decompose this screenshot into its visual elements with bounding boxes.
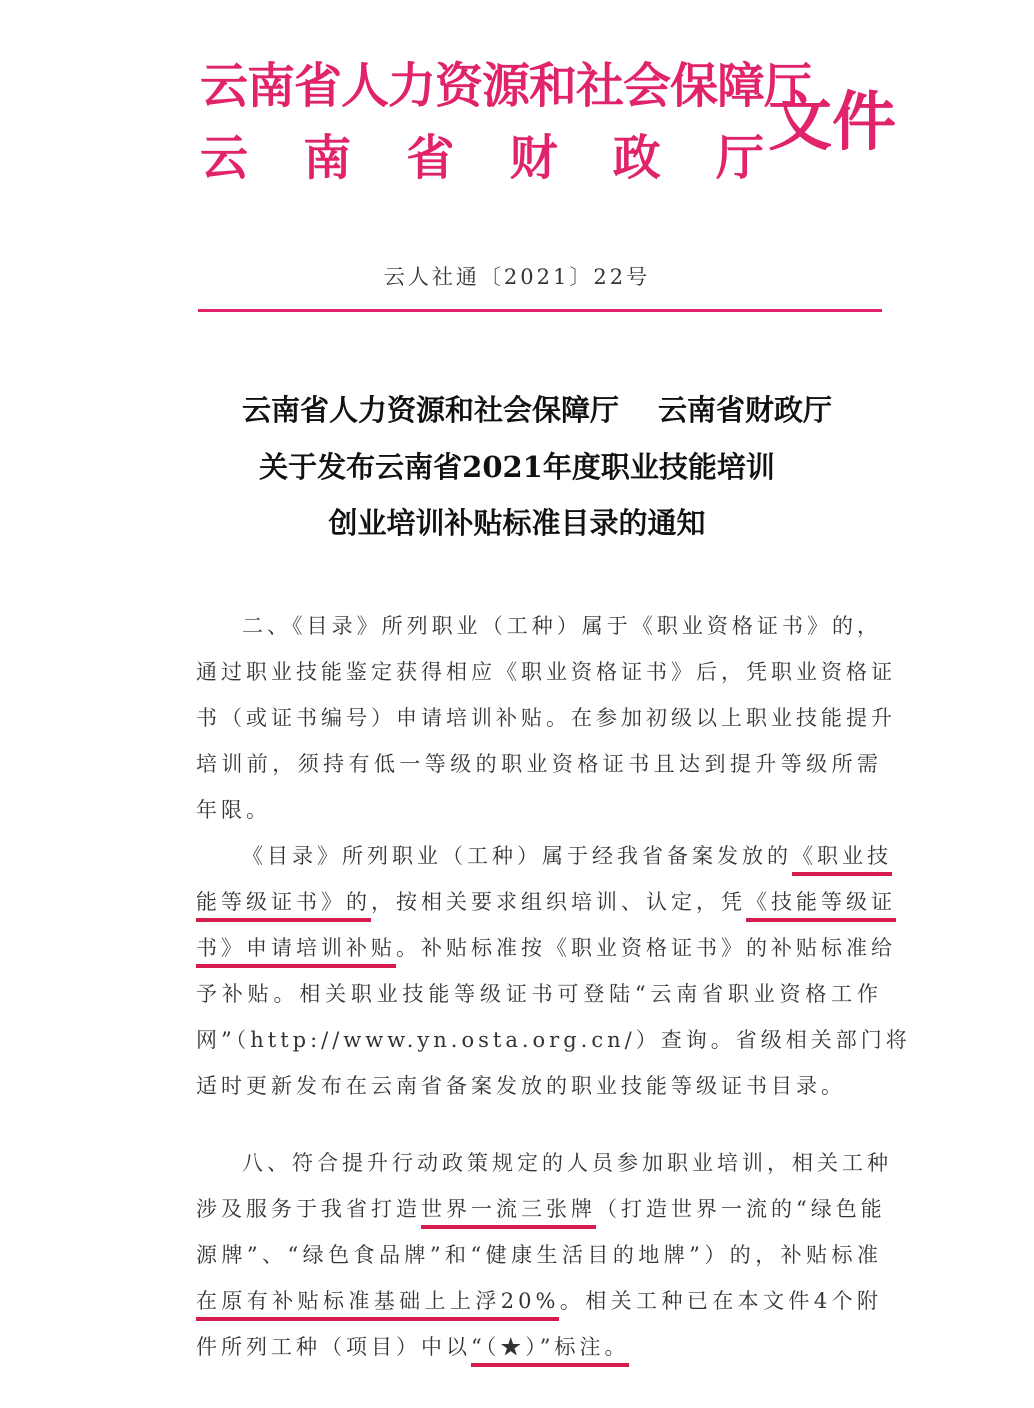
paragraph-line [196, 833, 892, 879]
paragraph-line: 适时更新发布在云南省备案发放的职业技能等级证书目录。 [196, 1074, 846, 1098]
issuer-char: 财 [509, 130, 558, 186]
paragraph-line: 年限。 [196, 798, 271, 822]
underlined-text: 世界一流三张牌 [421, 1197, 596, 1229]
title-line-2: 关于发布云南省2021年度职业技能培训 [259, 450, 775, 484]
title-line-3: 创业培训补贴标准目录的通知 [328, 506, 706, 540]
plain-text: 件所列工种（项目）中以 [196, 1335, 471, 1359]
plain-text: 。相关工种已在本文件4个附 [559, 1289, 882, 1313]
paragraph-line: 书（或证书编号）申请培训补贴。在参加初级以上职业技能提升 [196, 706, 896, 730]
paragraph-line: 予补贴。相关职业技能等级证书可登陆“云南省职业资格工作 [196, 982, 882, 1006]
plain-text: 。补贴标准按《职业资格证书》的补贴标准给 [396, 936, 896, 960]
paragraph-two [196, 603, 896, 833]
issuer-char: 省 [406, 130, 455, 186]
plain-text: （打造世界一流的“绿色能 [596, 1197, 886, 1221]
issuer-char: 云 [200, 130, 249, 186]
plain-text: ，按相关要求组织培训、认定，凭 [371, 890, 746, 914]
plain-text: 《目录》所列职业（工种）属于经我省备案发放的 [242, 844, 792, 868]
plain-text: 涉及服务于我省打造 [196, 1197, 421, 1221]
paragraph-line: 通过职业技能鉴定获得相应《职业资格证书》后，凭职业资格证 [196, 660, 896, 684]
paragraph-line [196, 879, 896, 925]
document-number: 云人社通〔2021〕22号 [383, 265, 651, 289]
paragraph-line [196, 1186, 886, 1232]
paragraph-line: 八、符合提升行动政策规定的人员参加职业培训，相关工种 [242, 1151, 892, 1175]
red-divider-line [198, 309, 882, 312]
underlined-text: 《职业技 [792, 844, 892, 876]
issuer-char: 政 [612, 130, 661, 186]
issuer-char: 厅 [715, 130, 764, 186]
underlined-text: 在原有补贴标准基础上上浮20% [196, 1289, 559, 1321]
underlined-text: 书》申请培训补贴 [196, 936, 396, 968]
paragraph-eight [196, 1140, 892, 1370]
issuer-char: 南 [303, 130, 352, 186]
issuer-line-2 [200, 130, 764, 186]
paragraph-line [196, 1324, 882, 1370]
document-header [200, 52, 896, 202]
underlined-text: 《技能等级证 [746, 890, 896, 922]
paragraph-line: 源牌”、“绿色食品牌”和“健康生活目的地牌”）的，补贴标准 [196, 1243, 882, 1267]
underlined-text: “（★）”标注。 [471, 1335, 629, 1367]
title-line-1: 云南省人力资源和社会保障厅 云南省财政厅 [241, 393, 833, 427]
paragraph-line: 网”（http://www.yn.osta.org.cn/）查询。省级相关部门将 [196, 1028, 911, 1052]
paragraph-line [196, 1278, 882, 1324]
paragraph-line: 二、《目录》所列职业（工种）属于《职业资格证书》的， [242, 614, 882, 638]
paragraph-directory [196, 833, 911, 1109]
paragraph-line: 培训前，须持有低一等级的职业资格证书且达到提升等级所需 [196, 752, 882, 776]
issuer-line-1: 云南省人力资源和社会保障厅 [200, 58, 812, 114]
paragraph-line [196, 925, 896, 971]
underlined-text: 能等级证书》的 [196, 890, 371, 922]
document-word: 文件 [768, 85, 896, 160]
